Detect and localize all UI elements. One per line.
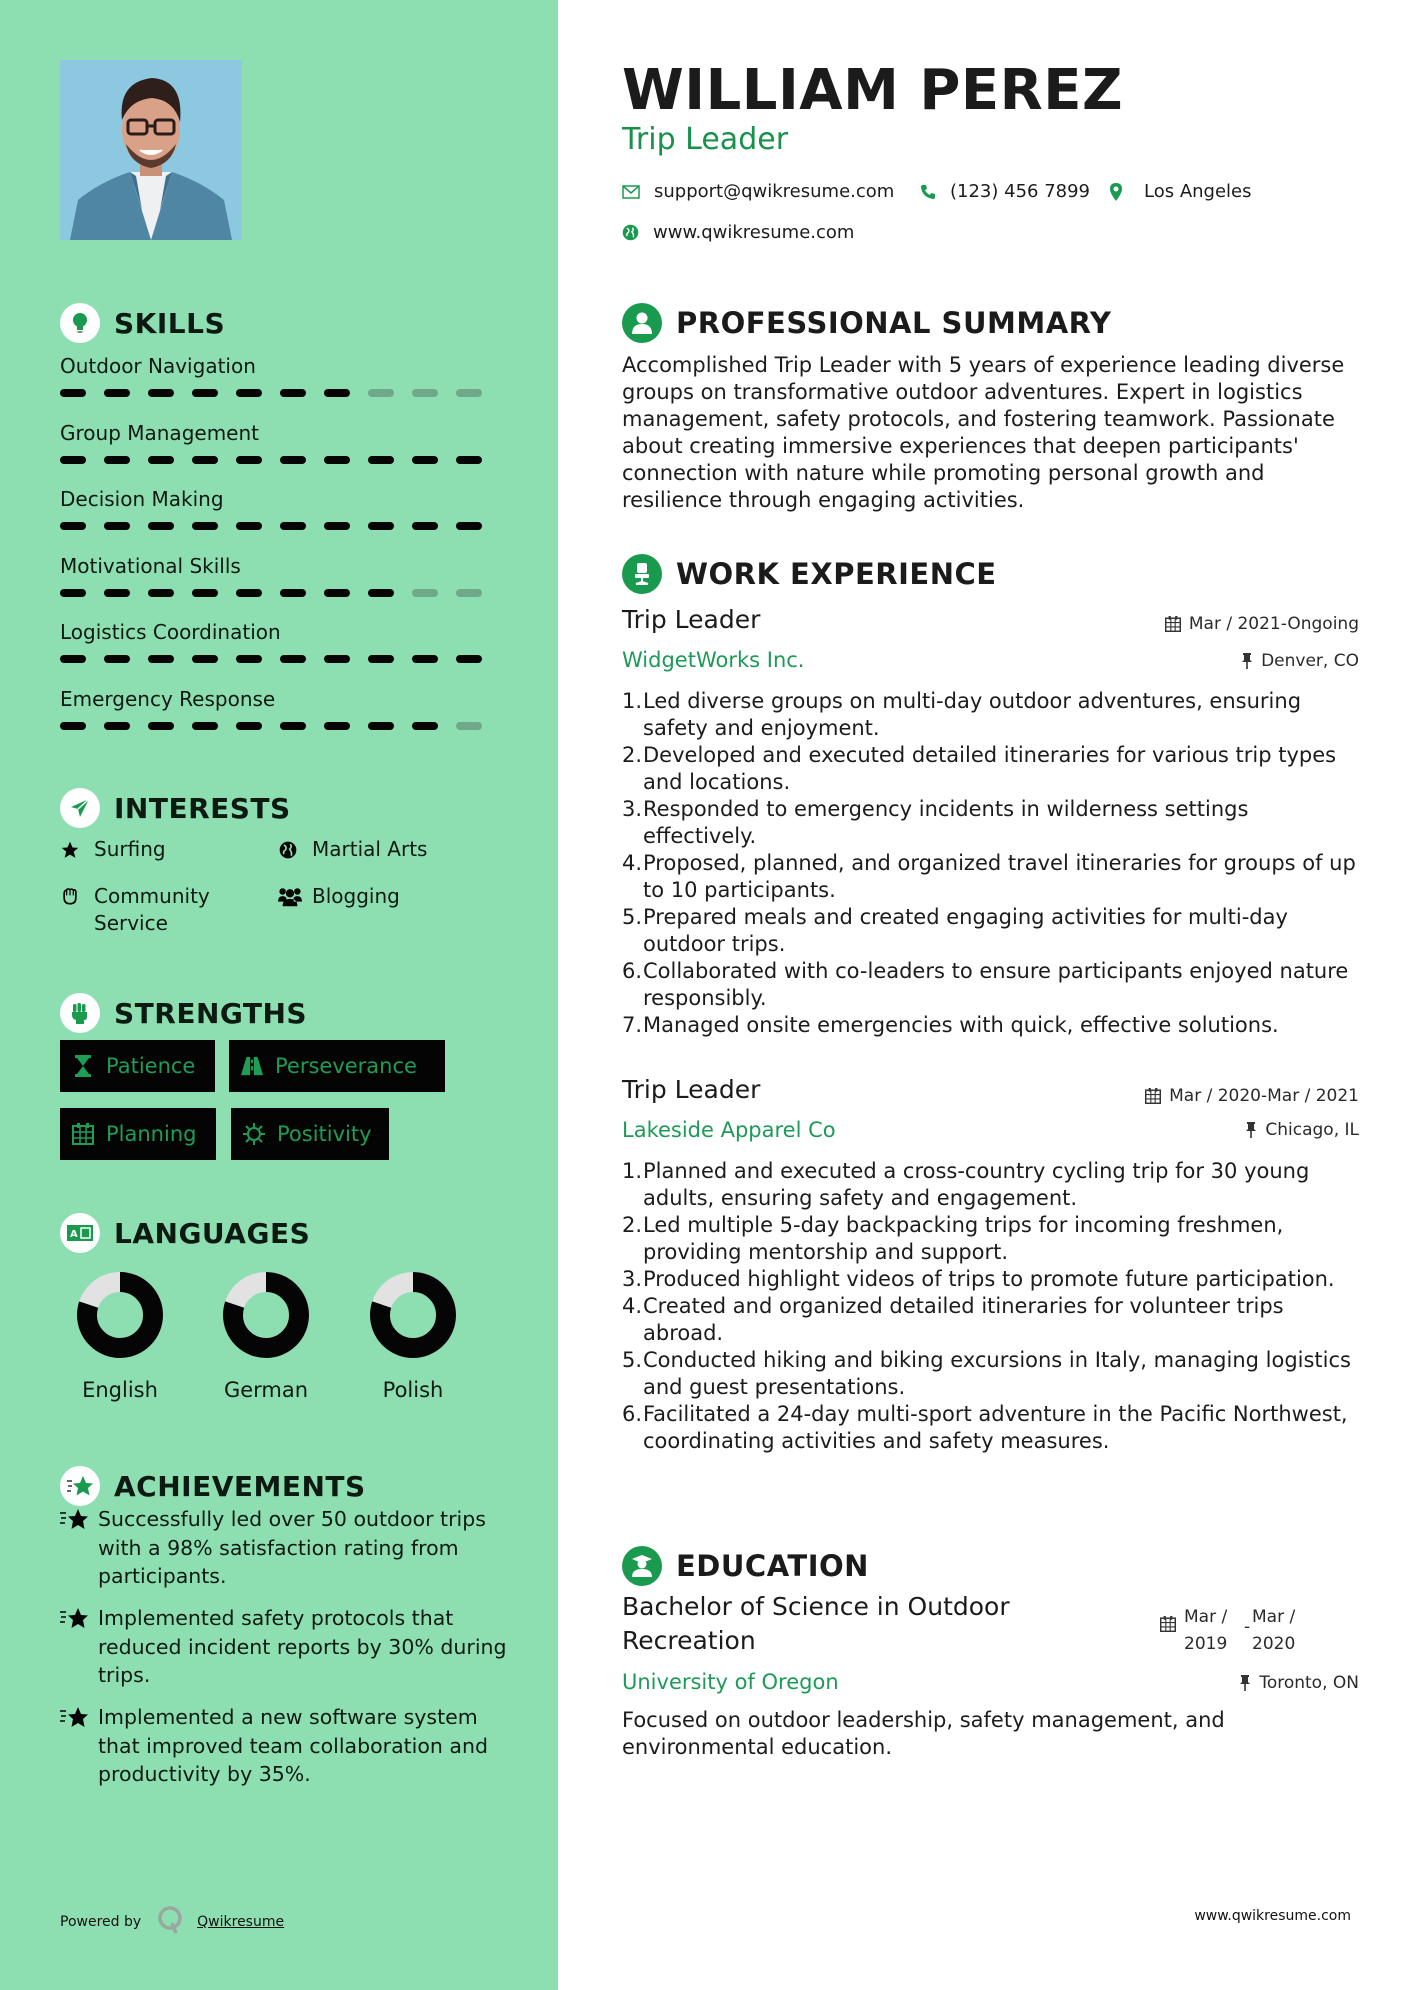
skill-dash-empty: [412, 589, 438, 597]
website-text[interactable]: www.qwikresume.com: [653, 222, 855, 243]
skill-dash-filled: [148, 389, 174, 397]
hand-icon: [60, 883, 84, 910]
summary-text: Accomplished Trip Leader with 5 years of experience leading diverse groups on transformative outdoor adventures. Expert in logistics management, safety protocols, and fostering teamwork. Passionate about creating immersive experiences that deepen participants' connection with nature while promoting personal growth and resilience through engaging activities.: [622, 353, 1345, 512]
skill-dash-filled: [412, 722, 438, 730]
achievement-text: Implemented safety protocols that reduced incident reports by 30% during trips.: [98, 1606, 507, 1687]
strength-label: Patience: [106, 1054, 196, 1078]
bullet-number: 3.: [622, 1267, 643, 1291]
achievement-text: Implemented a new software system that improved team collaboration and productivity by 35%.: [98, 1705, 488, 1786]
bullet-text: Facilitated a 24-day multi-sport adventure in the Pacific Northwest, coordinating activities and safety measures.: [643, 1402, 1348, 1453]
email-text[interactable]: support@qwikresume.com: [654, 181, 895, 202]
work-header: [622, 554, 997, 594]
bullet-text: Planned and executed a cross-country cycling trip for 30 young adults, ensuring safety and engagement.: [643, 1159, 1310, 1210]
skill-dash-filled: [456, 456, 482, 464]
sun-icon: [243, 1123, 265, 1145]
profile-photo: [60, 60, 242, 240]
users-icon: [278, 883, 302, 910]
skill-dash-filled: [236, 389, 262, 397]
language-donut: [368, 1270, 458, 1360]
skill-dash-filled: [412, 655, 438, 663]
bullet-text: Proposed, planned, and organized travel itineraries for groups of up to 10 participants.: [643, 851, 1356, 902]
skill-dash-filled: [60, 589, 86, 597]
job-location: Denver, CO: [1241, 651, 1359, 671]
interest-item: [60, 836, 166, 863]
calendar-icon: [1160, 1604, 1176, 1658]
skill-name: Motivational Skills: [60, 553, 241, 578]
globe-icon: [622, 224, 639, 241]
bullet-text: Developed and executed detailed itineraries for various trip types and locations.: [643, 743, 1337, 794]
skill-dash-filled: [192, 522, 218, 530]
skill-dash-filled: [280, 655, 306, 663]
skill-dash-filled: [148, 589, 174, 597]
translate-icon: [60, 1213, 100, 1253]
globe-icon: [278, 836, 302, 863]
pushpin-icon: [1245, 1122, 1257, 1138]
paper-plane-icon: [60, 788, 100, 828]
contact-phone: [920, 181, 1090, 202]
skill-dash-filled: [148, 522, 174, 530]
svg-text:A: A: [70, 1229, 78, 1240]
skill-dash-filled: [148, 655, 174, 663]
interest-label: Martial Arts: [312, 837, 428, 861]
bullet-number: 5.: [622, 905, 643, 929]
skill-level-bar: [60, 522, 500, 530]
shooting-star-icon: [60, 1604, 98, 1690]
languages-header: [60, 1213, 310, 1253]
job-bullets: [622, 1158, 1367, 1455]
graduate-icon: [622, 1546, 662, 1586]
bullet-number: 1.: [622, 1159, 643, 1183]
strength-label: Positivity: [277, 1122, 372, 1146]
language-label: English: [82, 1378, 158, 1402]
bullet-number: 1.: [622, 689, 643, 713]
skill-item: [60, 553, 500, 597]
education-dates: Mar / 2019 - Mar / 2020: [1160, 1604, 1312, 1658]
education-header: [622, 1546, 869, 1586]
skill-dash-filled: [104, 655, 130, 663]
skill-dash-filled: [192, 389, 218, 397]
skill-dash-filled: [280, 522, 306, 530]
skill-level-bar: [60, 456, 500, 464]
skill-dash-filled: [412, 522, 438, 530]
interests-header: [60, 788, 291, 828]
skill-dash-filled: [104, 522, 130, 530]
pushpin-icon: [1239, 1675, 1251, 1691]
fist-icon: [60, 993, 100, 1033]
office-chair-icon: [622, 554, 662, 594]
languages-title: LANGUAGES: [114, 1216, 311, 1250]
interest-label: Blogging: [312, 884, 400, 908]
skill-name: Outdoor Navigation: [60, 354, 256, 378]
job-dates: Mar / 2021-Ongoing: [1165, 614, 1359, 634]
bullet-number: 6.: [622, 959, 643, 983]
job-bullet: [622, 850, 1367, 904]
job-dates: Mar / 2020-Mar / 2021: [1145, 1086, 1359, 1106]
education-description: Focused on outdoor leadership, safety management, and environmental education.: [622, 1708, 1225, 1759]
skill-level-bar: [60, 655, 500, 663]
language-item: [191, 1270, 341, 1402]
strength-label: Planning: [106, 1122, 197, 1146]
skill-dash-filled: [104, 456, 130, 464]
education-location: Toronto, ON: [1239, 1673, 1359, 1693]
skill-dash-filled: [324, 589, 350, 597]
skill-name: Group Management: [60, 420, 259, 445]
skill-dash-filled: [60, 456, 86, 464]
job-bullet: [622, 688, 1367, 742]
language-donut: [221, 1270, 311, 1360]
interests-title: INTERESTS: [114, 791, 291, 825]
skill-dash-filled: [324, 522, 350, 530]
skill-dash-filled: [368, 456, 394, 464]
achievement-item: [60, 1505, 520, 1591]
bullet-number: 2.: [622, 743, 643, 767]
language-label: German: [223, 1378, 309, 1402]
shooting-star-icon: [60, 1703, 98, 1789]
skill-dash-filled: [104, 389, 130, 397]
road-icon: [241, 1055, 263, 1077]
skill-dash-filled: [412, 456, 438, 464]
job-bullet: [622, 796, 1367, 850]
job-title: Trip Leader: [622, 605, 761, 634]
bullet-number: 6.: [622, 1402, 643, 1426]
calendar-icon: [1145, 1088, 1161, 1104]
job-bullets: [622, 688, 1367, 1039]
skill-dash-filled: [236, 456, 262, 464]
bullet-number: 7.: [622, 1013, 643, 1037]
bullet-number: 4.: [622, 1294, 643, 1318]
achievement-item: [60, 1703, 520, 1789]
skill-dash-filled: [280, 589, 306, 597]
skill-dash-filled: [324, 389, 350, 397]
strength-badge: [60, 1108, 216, 1160]
bullet-text: Responded to emergency incidents in wilderness settings effectively.: [643, 797, 1249, 848]
contact-website: [622, 222, 854, 243]
job-bullet: [622, 904, 1367, 958]
achievements-header: [60, 1466, 366, 1506]
skill-level-bar: [60, 722, 500, 730]
language-label: Polish: [382, 1378, 444, 1402]
job-bullet: [622, 1293, 1367, 1347]
skill-dash-filled: [192, 589, 218, 597]
skill-dash-filled: [104, 722, 130, 730]
candidate-name: WILLIAM PEREZ: [622, 58, 1124, 123]
job-bullet: [622, 958, 1367, 1012]
contact-location: [1110, 181, 1252, 202]
skill-name: Logistics Coordination: [60, 620, 281, 644]
bullet-text: Created and organized detailed itineraries for volunteer trips abroad.: [643, 1294, 1284, 1345]
phone-text: (123) 456 7899: [950, 181, 1091, 202]
skill-item: [60, 619, 500, 663]
skill-item: [60, 486, 500, 530]
skill-dash-filled: [280, 456, 306, 464]
envelope-icon: [622, 185, 640, 199]
skill-dash-filled: [236, 655, 262, 663]
interest-item: [60, 883, 260, 937]
strength-badge: [231, 1108, 389, 1160]
calendar-icon: [72, 1123, 94, 1145]
shooting-star-icon: [60, 1505, 98, 1591]
education-title: EDUCATION: [676, 1549, 869, 1583]
user-icon: [622, 303, 662, 343]
job-company: WidgetWorks Inc.: [622, 648, 805, 672]
skill-dash-filled: [192, 655, 218, 663]
skill-dash-filled: [236, 589, 262, 597]
skill-dash-empty: [412, 389, 438, 397]
bullet-text: Managed onsite emergencies with quick, effective solutions.: [643, 1013, 1279, 1037]
achievements-title: ACHIEVEMENTS: [114, 1469, 366, 1503]
bullet-number: 2.: [622, 1213, 643, 1237]
job-bullet: [622, 742, 1367, 796]
job-bullet: [622, 1266, 1367, 1293]
bullet-number: 5.: [622, 1348, 643, 1372]
skill-dash-filled: [456, 522, 482, 530]
bullet-text: Conducted hiking and biking excursions in Italy, managing logistics and guest presentations.: [643, 1348, 1351, 1399]
skills-header: [60, 303, 225, 343]
phone-icon: [920, 184, 936, 200]
language-item: [338, 1270, 488, 1402]
skill-dash-filled: [368, 522, 394, 530]
strength-badge: [60, 1040, 215, 1092]
bullet-text: Led diverse groups on multi-day outdoor adventures, ensuring safety and enjoyment.: [643, 689, 1302, 740]
bullet-number: 3.: [622, 797, 643, 821]
shooting-star-icon: [60, 1466, 100, 1506]
skill-dash-empty: [368, 389, 394, 397]
school-name: University of Oregon: [622, 1670, 839, 1694]
strengths-title: STRENGTHS: [114, 996, 308, 1030]
achievement-text: Successfully led over 50 outdoor trips with a 98% satisfaction rating from participants.: [98, 1507, 486, 1588]
bullet-number: 4.: [622, 851, 643, 875]
job-bullet: [622, 1212, 1367, 1266]
skill-dash-filled: [280, 722, 306, 730]
star-icon: [60, 836, 84, 863]
skill-item: [60, 420, 500, 464]
bullet-text: Produced highlight videos of trips to promote future participation.: [643, 1267, 1335, 1291]
job-bullet: [622, 1347, 1367, 1401]
interest-item: [278, 883, 400, 910]
skill-dash-filled: [192, 722, 218, 730]
contact-email: [622, 181, 894, 202]
job-company: Lakeside Apparel Co: [622, 1118, 836, 1142]
skill-dash-filled: [280, 389, 306, 397]
language-donut: [75, 1270, 165, 1360]
skill-dash-filled: [60, 722, 86, 730]
skill-dash-empty: [456, 589, 482, 597]
calendar-icon: [1165, 616, 1181, 632]
skill-dash-filled: [104, 589, 130, 597]
skill-name: Emergency Response: [60, 686, 276, 711]
job-bullet: [622, 1401, 1367, 1455]
powered-by-label: Powered by: [60, 1914, 142, 1930]
skill-dash-filled: [236, 722, 262, 730]
bullet-text: Led multiple 5-day backpacking trips for incoming freshmen, providing mentorship and support.: [643, 1213, 1284, 1264]
skill-dash-filled: [60, 522, 86, 530]
job-bullet: [622, 1158, 1367, 1212]
skill-item: [60, 686, 500, 730]
strengths-header: [60, 993, 307, 1033]
skill-dash-filled: [368, 722, 394, 730]
map-pin-icon: [1110, 183, 1122, 201]
pushpin-icon: [1241, 653, 1253, 669]
education-end: Mar / 2020: [1252, 1607, 1296, 1654]
hourglass-icon: [72, 1055, 94, 1077]
powered-by: [60, 1905, 284, 1939]
skill-dash-filled: [192, 456, 218, 464]
skill-dash-filled: [368, 589, 394, 597]
job-title: Trip Leader: [622, 1075, 761, 1104]
skill-level-bar: [60, 389, 500, 397]
skill-dash-filled: [456, 655, 482, 663]
summary-header: [622, 303, 1111, 343]
skill-dash-filled: [368, 655, 394, 663]
qwikresume-logo-icon: [157, 1905, 183, 1939]
footer-url[interactable]: www.qwikresume.com: [1194, 1908, 1351, 1924]
skill-dash-filled: [148, 722, 174, 730]
strength-badge: [229, 1040, 445, 1092]
degree-title: Bachelor of Science in Outdoor Recreation: [622, 1592, 1010, 1655]
language-item: [45, 1270, 195, 1402]
skill-dash-empty: [456, 389, 482, 397]
skill-level-bar: [60, 589, 500, 597]
interest-label: Community Service: [94, 884, 210, 935]
skills-title: SKILLS: [114, 306, 226, 340]
skill-dash-filled: [324, 456, 350, 464]
skill-dash-filled: [324, 722, 350, 730]
bullet-text: Collaborated with co-leaders to ensure participants enjoyed nature responsibly.: [643, 959, 1349, 1010]
skill-dash-empty: [456, 722, 482, 730]
achievement-item: [60, 1604, 520, 1690]
skill-dash-filled: [60, 655, 86, 663]
strength-label: Perseverance: [275, 1054, 417, 1078]
job-location: Chicago, IL: [1245, 1120, 1359, 1140]
skill-item: [60, 353, 500, 397]
job-bullet: [622, 1012, 1367, 1039]
skill-dash-filled: [324, 655, 350, 663]
candidate-title: Trip Leader: [622, 122, 789, 157]
interest-label: Surfing: [94, 837, 166, 861]
skill-dash-filled: [60, 389, 86, 397]
bullet-text: Prepared meals and created engaging activities for multi-day outdoor trips.: [643, 905, 1288, 956]
education-start: Mar / 2019: [1184, 1607, 1228, 1654]
skill-name: Decision Making: [60, 487, 224, 511]
qwikresume-link[interactable]: Qwikresume: [197, 1914, 285, 1930]
skill-dash-filled: [148, 456, 174, 464]
skill-dash-filled: [236, 522, 262, 530]
work-title: WORK EXPERIENCE: [676, 557, 997, 591]
summary-title: PROFESSIONAL SUMMARY: [676, 306, 1112, 340]
lightbulb-icon: [60, 303, 100, 343]
interest-item: [278, 836, 427, 863]
location-text: Los Angeles: [1144, 181, 1252, 202]
